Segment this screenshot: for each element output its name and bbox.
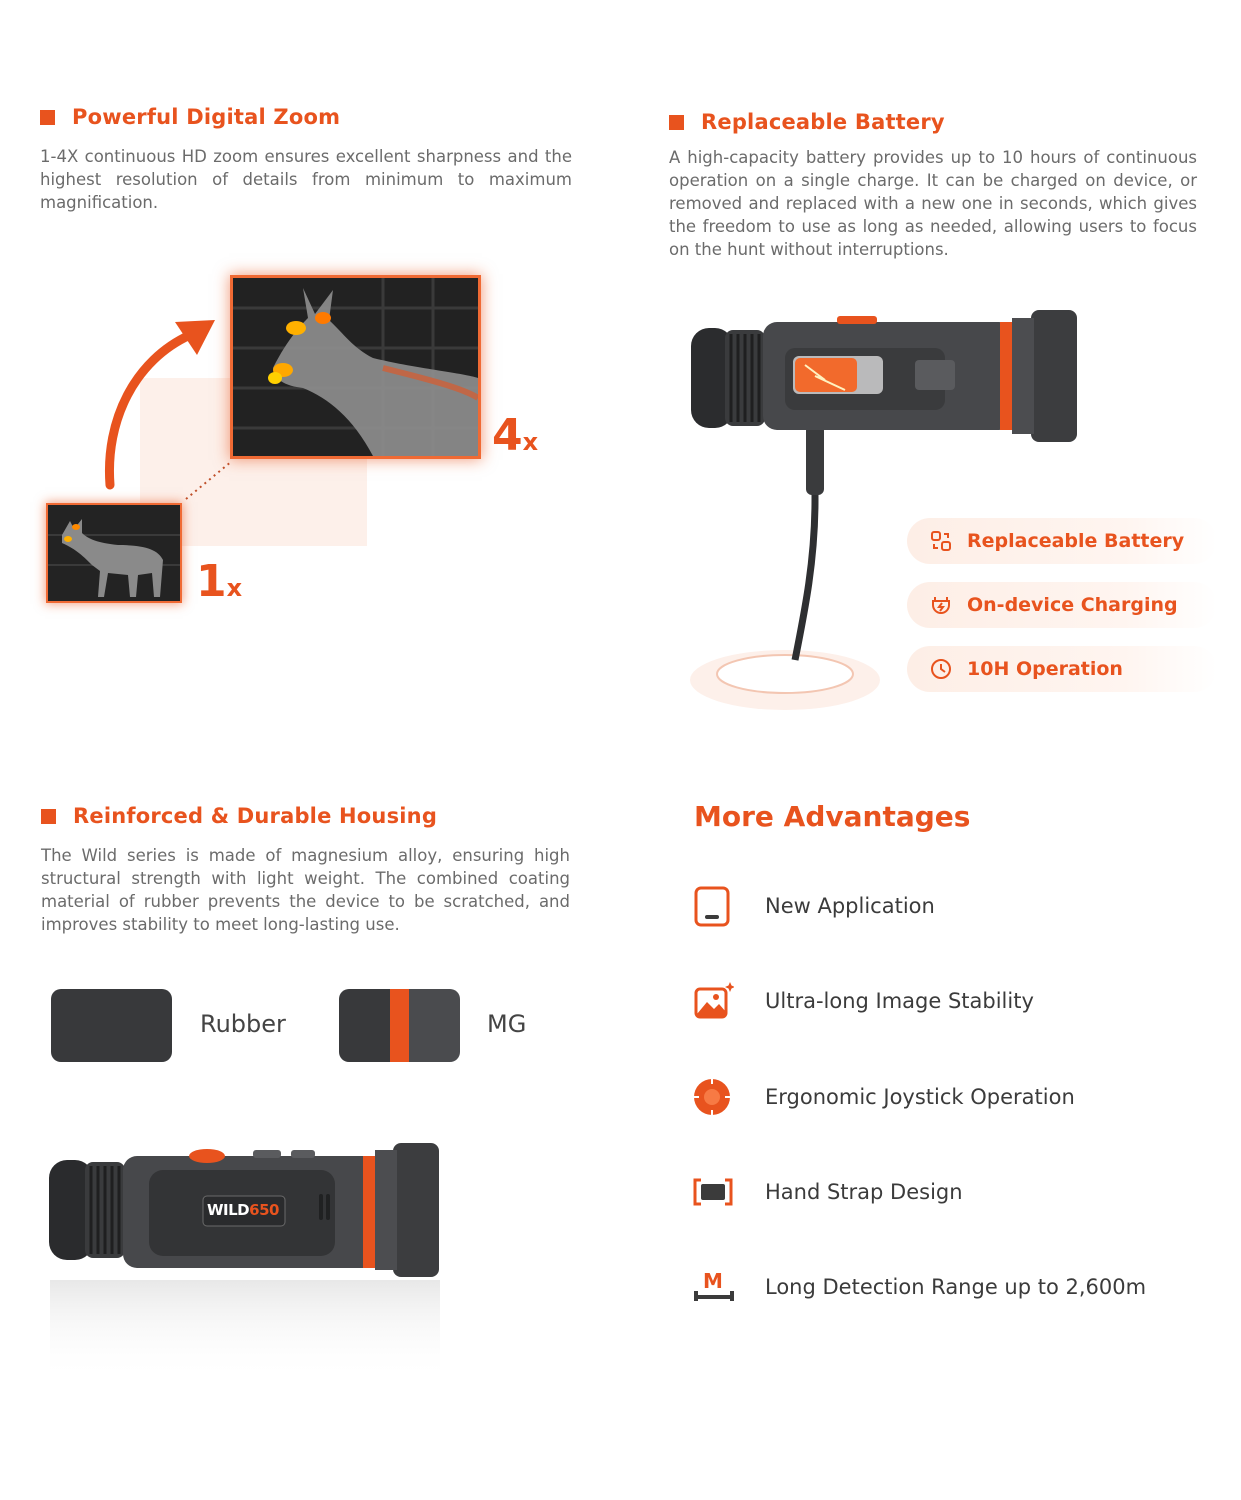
zoom-section-title [40,105,340,129]
device-housing-illustration [45,1140,445,1380]
feature-label: Replaceable Battery [967,530,1185,552]
advantage-item [692,1266,1147,1308]
zoom-label-4x [492,410,538,461]
advantage-label: Ultra-long Image Stability [765,989,1034,1013]
rubber-swatch [51,989,172,1062]
advantage-item [692,1076,1075,1118]
battery-title-text: Replaceable Battery [701,110,945,134]
housing-section-title [41,804,437,828]
advantage-label: Hand Strap Design [765,1180,963,1204]
battery-section-title [669,110,945,134]
advantage-item [692,980,1034,1022]
swap-icon [929,529,953,553]
range-icon [692,1266,734,1308]
advantage-label: Ergonomic Joystick Operation [765,1085,1075,1109]
housing-description: The Wild series is made of magnesium alloy, ensuring high structural strength with light weight. The combined coating material of rubber prevents the device to be scratched, and improves stability to meet long-lasting use. [41,846,570,934]
title-bullet [40,110,55,125]
feature-pill-replaceable [907,518,1217,564]
rubber-label: Rubber [200,1010,286,1038]
feature-pill-charging [907,582,1217,628]
advantage-item [692,1171,963,1213]
thermal-image-4x [233,278,478,456]
feature-label: On-device Charging [967,594,1178,616]
zoom-unit-small: x [226,574,243,602]
charging-icon [929,593,953,617]
battery-description: A high-capacity battery provides up to 10 hours of continuous operation on a single charge. It can be charged on device, or removed and replaced with a new one in seconds, which gives the freedom to use as long as needed, allowing users to focus on the hunt without interruptions. [669,148,1197,259]
svg-text:M: M [703,1269,723,1293]
feature-pill-operation [907,646,1217,692]
image-sparkle-icon [692,980,734,1022]
zoom-dotted-line [180,455,240,505]
zoom-title-text: Powerful Digital Zoom [72,105,341,129]
deer-thermal-small [48,505,180,601]
zoom-label-1x [196,556,242,607]
device-logo [207,1201,279,1219]
advantage-item [692,885,935,927]
zoom-description: 1-4X continuous HD zoom ensures excellent sharpness and the highest resolution of details from minimum to maximum magnification. [40,147,572,212]
clock-icon [929,657,953,681]
title-bullet [669,115,684,130]
zoom-level-large: 4 [492,410,523,461]
deer-thermal-large [233,278,478,456]
strap-icon [692,1171,734,1213]
mg-swatch [339,989,460,1062]
device-brand: WILD [207,1201,250,1219]
joystick-icon [692,1076,734,1118]
feature-label: 10H Operation [967,658,1123,680]
phone-icon [692,885,734,927]
zoom-level-small: 1 [196,556,227,607]
housing-title-text: Reinforced & Durable Housing [73,804,438,828]
device-model: 650 [249,1201,279,1219]
title-bullet [41,809,56,824]
advantages-title: More Advantages [694,800,971,833]
device-body-art [45,1140,445,1380]
zoom-unit-large: x [522,428,539,456]
advantage-label: New Application [765,894,935,918]
thermal-image-1x [48,505,180,601]
mg-label: MG [487,1010,527,1038]
advantage-label: Long Detection Range up to 2,600m [765,1275,1147,1299]
